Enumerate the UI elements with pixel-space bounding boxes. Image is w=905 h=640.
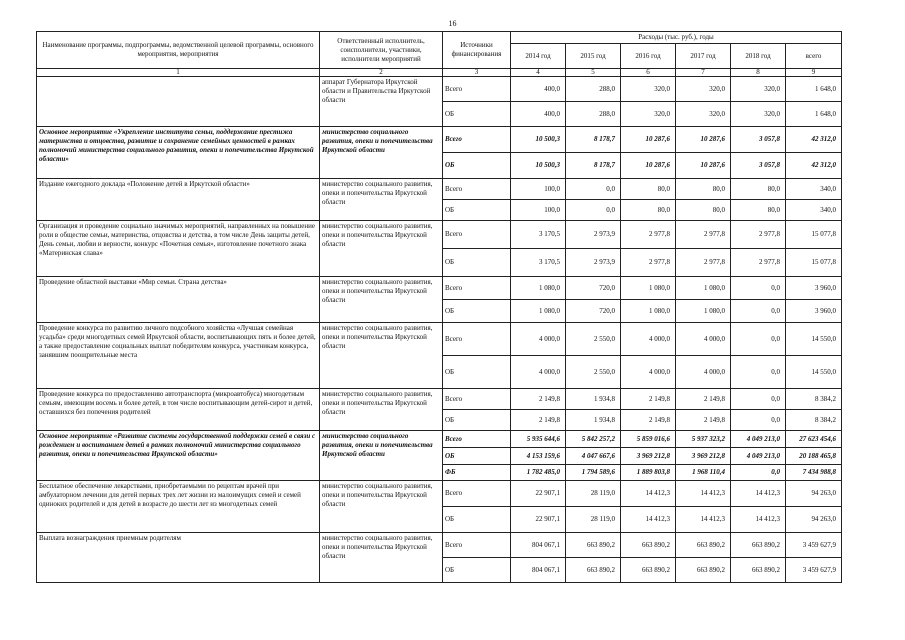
row-value: 3 459 627,9 xyxy=(786,558,842,583)
row-value: 3 960,0 xyxy=(786,300,842,323)
header-index: 3 xyxy=(443,69,511,77)
header-year: 2018 год xyxy=(731,44,786,69)
row-value: 0,0 xyxy=(731,277,786,300)
row-value: 27 623 454,6 xyxy=(786,431,842,448)
row-value: 3 170,5 xyxy=(511,221,566,249)
row-source: ОБ xyxy=(443,558,511,583)
row-name: Выплата вознаграждения приемным родителям xyxy=(37,533,320,583)
row-value: 663 890,2 xyxy=(731,533,786,558)
row-source: ОБ xyxy=(443,153,511,179)
row-value: 28 119,0 xyxy=(566,507,621,533)
header-index: 8 xyxy=(731,69,786,77)
row-value: 0,0 xyxy=(731,410,786,431)
row-value: 288,0 xyxy=(566,77,621,102)
row-value: 320,0 xyxy=(731,77,786,102)
row-source: Всего xyxy=(443,533,511,558)
row-value: 8 178,7 xyxy=(566,127,621,153)
row-name: Бесплатное обеспечение лекарствами, приобретаемыми по рецептам врачей при амбулаторном лечении для детей первых трех лет жизни из малоимущих семей и семей одиноких родителей и для детей в возрасте до шести лет из многодетных семей xyxy=(37,481,320,533)
row-source: Всего xyxy=(443,77,511,102)
row-value: 663 890,2 xyxy=(676,558,731,583)
row-value: 1 080,0 xyxy=(676,300,731,323)
row-value: 4 153 159,6 xyxy=(511,448,566,465)
header-year: 2015 год xyxy=(566,44,621,69)
row-value: 663 890,2 xyxy=(621,533,676,558)
row-value: 22 907,1 xyxy=(511,507,566,533)
row-value: 14 412,3 xyxy=(621,507,676,533)
row-value: 10 287,6 xyxy=(621,127,676,153)
row-value: 1 080,0 xyxy=(621,277,676,300)
row-value: 8 384,2 xyxy=(786,389,842,410)
row-value: 0,0 xyxy=(731,356,786,389)
header-index: 9 xyxy=(786,69,842,77)
row-value: 1 648,0 xyxy=(786,102,842,127)
row-value: 804 067,1 xyxy=(511,533,566,558)
row-name: Основное мероприятие «Укрепление института семьи, поддержание престижа материнства и отцовства, развитие и сохранение семейных ценностей в рамках полномочий министерства социального развития, опеки и попечительства Иркутской области» xyxy=(37,127,320,179)
row-value: 320,0 xyxy=(621,77,676,102)
row-value: 320,0 xyxy=(676,102,731,127)
header-index: 1 xyxy=(37,69,320,77)
row-executor: министерство социального развития, опеки и попечительства Иркутской области xyxy=(320,221,443,277)
row-executor: министерство социального развития, опеки и попечительства Иркутской области xyxy=(320,533,443,583)
row-value: 1 782 485,0 xyxy=(511,465,566,481)
row-value: 400,0 xyxy=(511,77,566,102)
row-value: 80,0 xyxy=(621,200,676,221)
row-name: Основное мероприятие «Развитие системы государственной поддержки семей в связи с рождением и воспитанием детей в рамках полномочий министерства социального развития, опеки и попечительства Иркутской области» xyxy=(37,431,320,481)
row-value: 663 890,2 xyxy=(621,558,676,583)
row-value: 3 960,0 xyxy=(786,277,842,300)
row-value: 3 969 212,8 xyxy=(676,448,731,465)
table-row xyxy=(37,277,842,300)
row-source: ОБ xyxy=(443,356,511,389)
table-row xyxy=(37,77,842,102)
row-source: ОБ xyxy=(443,300,511,323)
row-source: ОБ xyxy=(443,200,511,221)
row-executor: министерство социального развития, опеки и попечительства Иркутской области xyxy=(320,431,443,481)
row-source: Всего xyxy=(443,431,511,448)
row-value: 10 500,3 xyxy=(511,127,566,153)
row-value: 80,0 xyxy=(731,179,786,200)
row-value: 100,0 xyxy=(511,200,566,221)
row-source: Всего xyxy=(443,221,511,249)
row-value: 15 077,8 xyxy=(786,249,842,277)
row-value: 2 149,8 xyxy=(621,389,676,410)
row-value: 22 907,1 xyxy=(511,481,566,507)
row-executor: аппарат Губернатора Иркутской области и Правительства Иркутской области xyxy=(320,77,443,127)
row-value: 8 384,2 xyxy=(786,410,842,431)
row-value: 2 149,8 xyxy=(511,389,566,410)
table-row xyxy=(37,389,842,410)
header-year: всего xyxy=(786,44,842,69)
page-number: 16 xyxy=(448,19,457,28)
row-source: ОБ xyxy=(443,249,511,277)
row-value: 340,0 xyxy=(786,200,842,221)
row-value: 3 459 627,9 xyxy=(786,533,842,558)
row-source: Всего xyxy=(443,389,511,410)
row-source: ФБ xyxy=(443,465,511,481)
row-value: 80,0 xyxy=(676,179,731,200)
row-value: 15 077,8 xyxy=(786,221,842,249)
header-executor: Ответственный исполнитель, соисполнители, участники, исполнители мероприятий xyxy=(320,32,443,69)
row-value: 804 067,1 xyxy=(511,558,566,583)
row-value: 663 890,2 xyxy=(676,533,731,558)
row-value: 8 178,7 xyxy=(566,153,621,179)
row-value: 400,0 xyxy=(511,102,566,127)
row-value: 2 149,8 xyxy=(676,410,731,431)
row-value: 4 049 213,0 xyxy=(731,431,786,448)
row-source: ОБ xyxy=(443,410,511,431)
row-value: 28 119,0 xyxy=(566,481,621,507)
row-executor: министерство социального развития, опеки и попечительства Иркутской области xyxy=(320,389,443,431)
row-name xyxy=(37,77,320,127)
row-value: 14 412,3 xyxy=(676,481,731,507)
row-value: 10 287,6 xyxy=(621,153,676,179)
row-value: 80,0 xyxy=(621,179,676,200)
row-value: 1 080,0 xyxy=(621,300,676,323)
row-value: 2 977,8 xyxy=(621,221,676,249)
row-value: 5 842 257,2 xyxy=(566,431,621,448)
row-value: 2 149,8 xyxy=(621,410,676,431)
header-year: 2014 год xyxy=(511,44,566,69)
header-row-top xyxy=(37,32,842,44)
table-row xyxy=(37,127,842,153)
table-row xyxy=(37,179,842,200)
row-name: Издание ежегодного доклада «Положение детей в Иркутской области» xyxy=(37,179,320,221)
row-value: 0,0 xyxy=(731,465,786,481)
row-value: 1 648,0 xyxy=(786,77,842,102)
table-row xyxy=(37,323,842,356)
row-value: 0,0 xyxy=(731,389,786,410)
table-body xyxy=(37,77,842,583)
header-index: 7 xyxy=(676,69,731,77)
row-value: 2 977,8 xyxy=(731,249,786,277)
row-value: 2 149,8 xyxy=(676,389,731,410)
header-index-row xyxy=(37,69,842,77)
table-row xyxy=(37,221,842,249)
row-value: 5 937 323,2 xyxy=(676,431,731,448)
row-value: 663 890,2 xyxy=(566,533,621,558)
row-value: 4 000,0 xyxy=(621,356,676,389)
row-value: 42 312,0 xyxy=(786,153,842,179)
header-source: Источники финансирования xyxy=(443,32,511,69)
row-value: 1 934,8 xyxy=(566,410,621,431)
row-value: 720,0 xyxy=(566,277,621,300)
row-source: Всего xyxy=(443,127,511,153)
row-value: 2 977,8 xyxy=(621,249,676,277)
header-name: Наименование программы, подпрограммы, ведомственной целевой программы, основного мероприятия, мероприятия xyxy=(37,32,320,69)
row-value: 1 968 110,4 xyxy=(676,465,731,481)
row-value: 320,0 xyxy=(676,77,731,102)
header-index: 5 xyxy=(566,69,621,77)
row-value: 14 412,3 xyxy=(731,507,786,533)
row-value: 0,0 xyxy=(731,300,786,323)
row-value: 3 057,8 xyxy=(731,127,786,153)
row-value: 10 500,3 xyxy=(511,153,566,179)
row-value: 42 312,0 xyxy=(786,127,842,153)
row-executor: министерство социального развития, опеки и попечительства Иркутской области xyxy=(320,127,443,179)
row-value: 14 412,3 xyxy=(731,481,786,507)
header-year: 2016 год xyxy=(621,44,676,69)
row-value: 94 263,0 xyxy=(786,481,842,507)
row-value: 1 889 803,8 xyxy=(621,465,676,481)
row-value: 663 890,2 xyxy=(731,558,786,583)
row-value: 14 550,0 xyxy=(786,323,842,356)
row-value: 4 000,0 xyxy=(676,356,731,389)
row-executor: министерство социального развития, опеки и попечительства Иркутской области xyxy=(320,179,443,221)
row-value: 7 434 988,8 xyxy=(786,465,842,481)
row-source: ОБ xyxy=(443,102,511,127)
row-value: 288,0 xyxy=(566,102,621,127)
row-value: 2 977,8 xyxy=(731,221,786,249)
row-executor: министерство социального развития, опеки и попечительства Иркутской области xyxy=(320,481,443,533)
table-row xyxy=(37,533,842,558)
table-row xyxy=(37,431,842,448)
row-value: 340,0 xyxy=(786,179,842,200)
row-name: Проведение областной выставки «Мир семьи. Страна детства» xyxy=(37,277,320,323)
row-value: 2 977,8 xyxy=(676,249,731,277)
header-index: 2 xyxy=(320,69,443,77)
row-value: 0,0 xyxy=(566,200,621,221)
row-value: 100,0 xyxy=(511,179,566,200)
row-value: 0,0 xyxy=(731,323,786,356)
row-value: 4 047 667,6 xyxy=(566,448,621,465)
row-source: ОБ xyxy=(443,448,511,465)
row-value: 1 934,8 xyxy=(566,389,621,410)
row-value: 5 935 644,6 xyxy=(511,431,566,448)
row-source: Всего xyxy=(443,179,511,200)
row-value: 3 057,8 xyxy=(731,153,786,179)
row-value: 2 550,0 xyxy=(566,323,621,356)
row-source: ОБ xyxy=(443,507,511,533)
row-source: Всего xyxy=(443,277,511,300)
row-value: 5 859 016,6 xyxy=(621,431,676,448)
header-year: 2017 год xyxy=(676,44,731,69)
row-value: 14 550,0 xyxy=(786,356,842,389)
row-value: 2 973,9 xyxy=(566,221,621,249)
row-name: Проведение конкурса по развитию личного подсобного хозяйства «Лучшая семейная усадьба» среди многодетных семей Иркутской области, воспитывающих пять и более детей, а также предоставление социальных выплат победителям конкурса, участникам конкурса, занявшим поощрительные места xyxy=(37,323,320,389)
row-value: 4 000,0 xyxy=(511,323,566,356)
row-value: 80,0 xyxy=(731,200,786,221)
row-value: 663 890,2 xyxy=(566,558,621,583)
row-executor: министерство социального развития, опеки и попечительства Иркутской области xyxy=(320,323,443,389)
row-value: 2 973,9 xyxy=(566,249,621,277)
row-name: Проведение конкурса по предоставлению автотранспорта (микроавтобуса) многодетным семьям, имеющим восемь и более детей, в том числе воспитывающим детей-сирот и детей, оставшихся без попечения родителей xyxy=(37,389,320,431)
row-value: 20 188 465,8 xyxy=(786,448,842,465)
row-value: 320,0 xyxy=(621,102,676,127)
row-name: Организация и проведение социально значимых мероприятий, направленных на повышение роли в обществе семьи, материнства, отцовства и детства, в том числе День защиты детей, День семьи, любви и верности, конкурс «Почетная семья», изготовление почетного знака «Материнская слава» xyxy=(37,221,320,277)
row-value: 0,0 xyxy=(566,179,621,200)
row-value: 3 170,5 xyxy=(511,249,566,277)
row-value: 1 794 589,6 xyxy=(566,465,621,481)
row-source: Всего xyxy=(443,323,511,356)
row-value: 94 263,0 xyxy=(786,507,842,533)
row-value: 4 000,0 xyxy=(621,323,676,356)
row-value: 3 969 212,8 xyxy=(621,448,676,465)
row-value: 14 412,3 xyxy=(621,481,676,507)
row-value: 1 080,0 xyxy=(676,277,731,300)
row-value: 4 000,0 xyxy=(511,356,566,389)
row-value: 10 287,6 xyxy=(676,153,731,179)
row-value: 4 000,0 xyxy=(676,323,731,356)
row-value: 2 550,0 xyxy=(566,356,621,389)
table-row xyxy=(37,481,842,507)
row-value: 1 080,0 xyxy=(511,277,566,300)
header-index: 6 xyxy=(621,69,676,77)
row-value: 2 149,8 xyxy=(511,410,566,431)
row-value: 14 412,3 xyxy=(676,507,731,533)
header-expenses: Расходы (тыс. руб.), годы xyxy=(511,32,842,44)
row-source: Всего xyxy=(443,481,511,507)
row-value: 2 977,8 xyxy=(676,221,731,249)
row-executor: министерство социального развития, опеки и попечительства Иркутской области xyxy=(320,277,443,323)
row-value: 1 080,0 xyxy=(511,300,566,323)
row-value: 80,0 xyxy=(676,200,731,221)
expenses-table xyxy=(36,31,842,583)
row-value: 4 049 213,0 xyxy=(731,448,786,465)
row-value: 720,0 xyxy=(566,300,621,323)
header-index: 4 xyxy=(511,69,566,77)
row-value: 10 287,6 xyxy=(676,127,731,153)
row-value: 320,0 xyxy=(731,102,786,127)
